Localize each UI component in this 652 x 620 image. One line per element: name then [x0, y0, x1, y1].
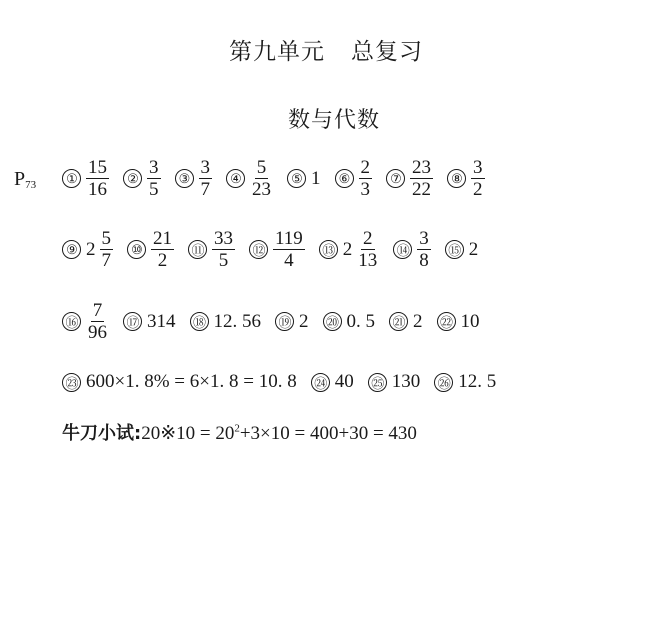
answer-row-3: [62, 300, 494, 343]
answer-item: [62, 228, 113, 271]
page-title: [0, 33, 652, 66]
answer-number: ①: [62, 169, 81, 188]
answer-number: ⑰: [123, 312, 142, 331]
trial-exponent: 2: [234, 422, 240, 435]
fraction-numerator: 119: [275, 228, 303, 249]
answer-fraction: [471, 157, 485, 200]
answer-number: ⑭: [393, 240, 412, 259]
answer-fraction: [86, 300, 109, 343]
fraction-denominator: 7: [101, 250, 111, 271]
answer-number: ㉖: [434, 373, 453, 392]
answer-row-2: [62, 228, 492, 271]
trial-problem: [62, 419, 417, 445]
fraction-numerator: 3: [149, 157, 159, 178]
answer-item: [190, 311, 262, 333]
fraction-numerator: 33: [214, 228, 233, 249]
answer-item: [226, 157, 273, 200]
answer-number: ⑨: [62, 240, 81, 259]
answer-item: [393, 228, 431, 271]
fraction-denominator: 2: [157, 250, 168, 271]
answer-number: ⑱: [190, 312, 209, 331]
answer-number: ⑮: [445, 240, 464, 259]
answer-item: [311, 371, 354, 393]
answer-item: [335, 157, 373, 200]
answer-whole-part: 2: [86, 238, 96, 260]
answer-item: [62, 300, 109, 343]
answer-number: ⑩: [127, 240, 146, 259]
fraction-denominator: 5: [149, 179, 159, 200]
fraction-numerator: 7: [92, 300, 103, 321]
answer-fraction: [151, 228, 174, 271]
answer-number: ㉑: [389, 312, 408, 331]
answer-item: [62, 157, 109, 200]
answer-value: 600×1. 8% = 6×1. 8 = 10. 8: [86, 371, 297, 392]
answer-number: ②: [123, 169, 142, 188]
fraction-denominator: 4: [284, 250, 294, 271]
answer-number: ⑳: [323, 312, 342, 331]
fraction-numerator: 5: [101, 228, 111, 249]
answer-value: 40: [334, 371, 354, 392]
fraction-denominator: 22: [412, 179, 431, 200]
answer-fraction: [147, 157, 161, 200]
fraction-numerator: 2: [360, 157, 370, 178]
trial-expression: [141, 422, 417, 445]
page-reference-number: 73: [25, 179, 37, 191]
fraction-numerator: 3: [419, 228, 429, 249]
answer-fraction: [410, 157, 433, 200]
trial-expression-b: +3×10 = 400+30 = 430: [239, 423, 417, 444]
answer-item: [287, 168, 321, 190]
answer-value: 0. 5: [346, 310, 375, 332]
answer-value: 1: [311, 167, 321, 189]
fraction-numerator: 23: [412, 157, 431, 178]
fraction-numerator: 21: [153, 228, 172, 249]
answer-number: ⑫: [249, 240, 268, 259]
answer-item: [445, 239, 479, 261]
answer-row-4: [62, 371, 510, 393]
answer-item: [323, 311, 376, 333]
answer-item: [447, 157, 485, 200]
title-unit: 第九单元: [229, 39, 325, 65]
answer-item: [275, 311, 309, 333]
answer-fraction: [212, 228, 235, 271]
answer-value: 2: [299, 310, 309, 332]
fraction-numerator: 15: [88, 157, 107, 178]
answer-number: ⑬: [319, 240, 338, 259]
answer-number: ⑥: [335, 169, 354, 188]
section-title: 数与代数: [287, 108, 380, 133]
fraction-denominator: 13: [358, 250, 378, 271]
fraction-denominator: 8: [419, 250, 429, 271]
trial-expression-a: 20※10 = 20: [141, 423, 235, 444]
answer-fraction: [100, 228, 114, 271]
fraction-denominator: 2: [473, 179, 483, 200]
fraction-numerator: 5: [256, 157, 267, 178]
page-reference-p: P: [14, 168, 26, 190]
answer-number: ㉔: [311, 373, 330, 392]
answer-fraction: [250, 157, 273, 200]
page-reference: [14, 168, 36, 191]
answer-fraction: [86, 157, 109, 200]
answer-value: 314: [147, 310, 176, 332]
answer-number: ④: [226, 169, 245, 188]
answer-value: 2: [413, 310, 423, 332]
fraction-denominator: 7: [200, 179, 210, 200]
fraction-denominator: 96: [88, 322, 107, 343]
answer-fraction: [359, 157, 373, 200]
answer-item: [123, 157, 161, 200]
fraction-denominator: 3: [360, 179, 370, 200]
answer-item: [386, 157, 433, 200]
answer-fraction: [199, 157, 213, 200]
answer-item: [389, 311, 423, 333]
answer-item: [123, 311, 176, 333]
answer-item: [175, 157, 213, 200]
answer-value: 10: [460, 310, 480, 332]
answer-number: ⑦: [386, 169, 405, 188]
answer-value: 12. 5: [458, 371, 497, 392]
answer-number: ㉓: [62, 373, 81, 392]
answer-value: 2: [468, 238, 479, 260]
answer-number: ⑪: [188, 240, 207, 259]
fraction-denominator: 5: [218, 250, 229, 271]
answer-number: ⑧: [447, 169, 466, 188]
answer-item: [249, 228, 305, 271]
answer-number: ③: [175, 169, 194, 188]
answer-item: [62, 371, 297, 393]
answer-number: ⑤: [287, 169, 306, 188]
answer-value: 12. 56: [213, 310, 261, 332]
trial-label: 牛刀小试:: [62, 423, 142, 444]
answer-number: ㉒: [437, 312, 456, 331]
answer-item: [437, 311, 480, 333]
answer-whole-part: 2: [342, 238, 353, 260]
answer-row-1: [62, 157, 499, 200]
title-review: 总复习: [351, 39, 423, 65]
fraction-numerator: 3: [200, 157, 210, 178]
answer-number: ⑲: [275, 312, 294, 331]
answer-item: [319, 228, 380, 271]
answer-item: [127, 228, 174, 271]
answer-item: [368, 371, 421, 393]
answer-number: ㉕: [368, 373, 387, 392]
answer-item: [434, 371, 496, 393]
answer-item: [188, 228, 235, 271]
fraction-numerator: 3: [473, 157, 483, 178]
answer-fraction: [273, 228, 305, 271]
answer-fraction: [417, 228, 431, 271]
fraction-denominator: 16: [88, 179, 107, 200]
answer-number: ⑯: [62, 312, 81, 331]
fraction-numerator: 2: [363, 228, 373, 249]
fraction-denominator: 23: [252, 179, 271, 200]
answer-fraction: [356, 228, 379, 271]
answer-value: 130: [391, 371, 421, 392]
